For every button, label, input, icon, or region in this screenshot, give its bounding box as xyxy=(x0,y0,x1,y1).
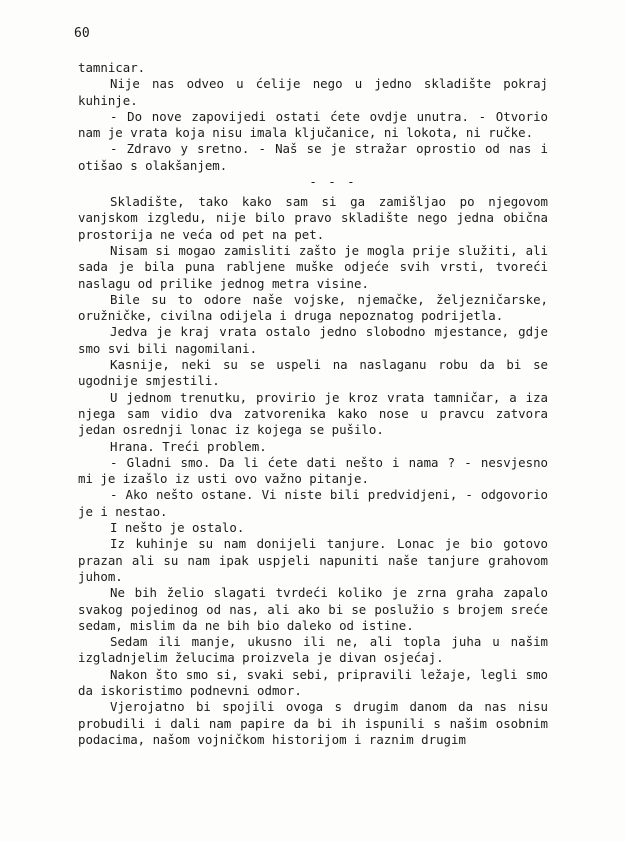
paragraph: - Ako nešto ostane. Vi niste bili predvidjeni, - odgovorio je i nestao. xyxy=(78,487,548,519)
paragraph: Kasnije, neki su se uspeli na naslaganu robu da bi se ugodnije smjestili. xyxy=(78,357,548,389)
paragraph: - Gladni smo. Da li ćete dati nešto i nama ? - nesvjesno mi je izašlo iz usti ovo važno pitanje. xyxy=(78,454,548,487)
paragraph: Ne bih želio slagati tvrdeći koliko je zrna graha zapalo svakog pojedinog od nas, ali ako bi se poslužio s brojem sreće sedam, mislim da ne bih bio daleko od istine. xyxy=(78,585,548,633)
paragraph: Nije nas odveo u ćelije nego u jedno skladište pokraj kuhinje. xyxy=(78,76,548,108)
paragraph: U jednom trenutku, provirio je kroz vrata tamničar, a iza njega sam vidio dva zatvorenika kako nose u pravcu zatvora jedan osrednji lonac iz kojega se pušilo. xyxy=(78,389,548,438)
paragraph: Bile su to odore naše vojske, njemačke, željezničarske, oružničke, civilna odijela i druga nepoznatog podrijetla. xyxy=(78,291,548,324)
paragraph: Nakon što smo si, svaki sebi, pripravili ležaje, legli smo da iskoristimo podnevni odmor. xyxy=(78,666,548,698)
paragraph: Jedva je kraj vrata ostalo jedno slobodno mjestance, gdje smo svi bili nagomilani. xyxy=(78,324,548,356)
paragraph: Sedam ili manje, ukusno ili ne, ali topla juha u našim izgladnjelim želucima proizvela je divan osjećaj. xyxy=(78,634,548,666)
paragraph: I nešto je ostalo. xyxy=(110,520,245,536)
paragraph: Hrana. Treći problem. xyxy=(110,438,267,454)
paragraph: - Zdravo y sretno. - Naš se je stražar oprostio od nas i otišao s olakšanjem. xyxy=(78,141,548,173)
paragraph: tamnicar. xyxy=(78,60,146,75)
paragraph: - Do nove zapovijedi ostati ćete ovdje unutra. - Otvorio nam je vrata koja nisu imala ključanice, ni lokota, ni ručke. xyxy=(78,108,548,141)
paragraph: Iz kuhinje su nam donijeli tanjure. Lonac je bio gotovo prazan ali su nam ipak uspjeli napuniti naše tanjure grahovom juhom. xyxy=(78,536,548,584)
paragraph: Nisam si mogao zamisliti zašto je mogla prije služiti, ali sada je bila puna rabljene muške odjeće svih vrsti, tvoreći naslagu od prilike jednog metra visine. xyxy=(78,242,548,291)
paragraph: Skladište, tako kako sam si ga zamišljao po njegovom vanjskom izgledu, nije bilo pravo skladište nego jedna obična prostorija ne veća od pet na pet. xyxy=(78,194,548,242)
section-separator: - - - xyxy=(309,174,357,190)
page-number: 60 xyxy=(74,26,90,41)
body-text xyxy=(78,60,548,748)
paragraph: Vjerojatno bi spojili ovoga s drugim danom da nas nisu probudili i dali nam papire da bi ih ispunili s našim osobnim podacima, našom vojničkom historijom i raznim drugim xyxy=(78,699,548,747)
